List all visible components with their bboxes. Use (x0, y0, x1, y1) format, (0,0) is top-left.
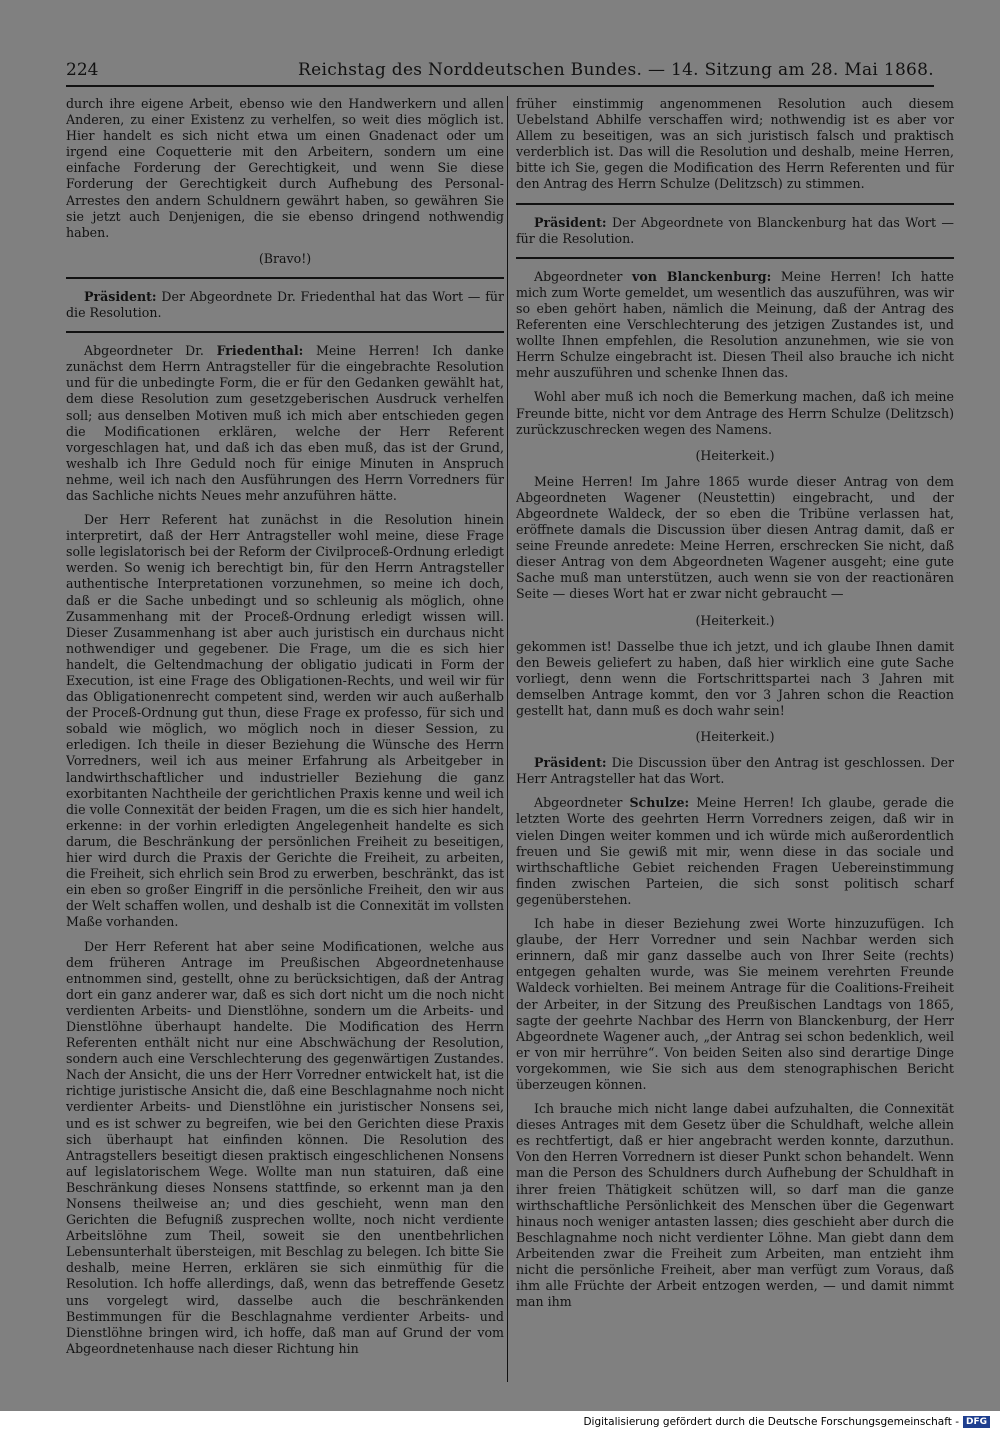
interjection: (Bravo!) (258, 250, 312, 266)
footer-credit (0, 1411, 1000, 1432)
speech-text: Meine Herren! Ich glaube, gerade die letzten Worte des geehrten Herrn Vorredners zeigen, daß wir in vielen Dingen weiter kommen und ich würde mich außerordentlich freuen und Sie gewiß mit mir, wenn diese in das sociale und wirthschaftliche Gebiet reichenden Fragen Uebereinstimmung finden zwischen Parteien, die sich sonst politisch scharf gegenüberstehen. (516, 795, 954, 907)
paragraph: früher einstimmig angenommenen Resolution auch diesem Uebelstand Abhilfe verschaffen wird; nothwendig ist es aber vor Allem zu beseitigen, was an sich juristisch falsch und praktisch verderblich ist. Das will die Resolution und deshalb, meine Herren, bitte ich Sie, gegen die Modification des Herrn Referenten und für den Antrag des Herrn Schulze (Delitzsch) zu stimmen. (516, 96, 954, 192)
speech-text: Meine Herren! Ich danke zunächst dem Herrn Antragsteller für die eingebrachte Resolution und für die unbedingte Form, die er für den Gedanken gewählt hat, dem diese Resolution zum gesetzgeberischen Ausdruck verhelfen soll; aus denselben Motiven muß ich mich aber entschieden gegen die Modificationen erklären, welche der Herr Referent vorgeschlagen hat, und daß ich das eben muß, das ist der Grund, weshalb ich Ihre Geduld noch für einige Minuten in Anspruch nehme, weil ich nach den Ausführungen des Herrn Vorredners für das Sachliche nichts Neues mehr anzuführen hätte. (66, 343, 504, 503)
speaker-name: Schulze: (629, 795, 690, 811)
page-header (66, 60, 934, 84)
section-separator (66, 331, 504, 333)
paragraph (66, 289, 504, 321)
dfg-logo: DFG (963, 1416, 990, 1428)
header-rule (66, 85, 934, 87)
page-title: Reichstag des Norddeutschen Bundes. — 14. Sitzung am 28. Mai 1868. (298, 60, 934, 80)
interjection: (Heiterkeit.) (695, 612, 775, 628)
speaker-intro: Abgeordneter (534, 795, 630, 811)
paragraph (66, 343, 504, 504)
speaker-name: Präsident: (534, 214, 607, 230)
section-separator (66, 277, 504, 279)
paragraph (516, 795, 954, 908)
paragraph: Der Herr Referent hat zunächst in die Resolution hinein interpretirt, daß der Herr Antragsteller wohl meine, diese Frage solle legislatorisch bei der Reform der Civilproceß-Ordnung erledigt werden. So wenig ich berechtigt bin, für den Herrn Antragsteller authentische Interpretationen vorzunehmen, so meine ich doch, daß er die Sache unbedingt und so schleunig als möglich, ohne Zusammenhang mit der Proceß-Ordnung erledigt wissen will. Dieser Zusammenhang ist aber auch juristisch ein durchaus nicht nothwendiger und gegebener. Die Frage, um die es sich hier handelt, die Geltendmachung der obligatio judicati in Form der Execution, ist eine Frage des Obligationen-Rechts, und weil wir für das Obligationenrecht competent sind, werden wir auch außerhalb der Proceß-Ordnung gut thun, diese Frage ex professo, für sich und sobald wie möglich, wo möglich noch in dieser Session, zu erledigen. Ich theile in dieser Beziehung die Wünsche des Herrn Vorredners, weil ich aus meiner Erfahrung als Arbeitgeber in landwirthschaftlicher und industrieller Beziehung die ganz exorbitanten Nachtheile der gerichtlichen Praxis kenne und weil ich die volle Connexität der beiden Fragen, um die es sich hier handelt, erkenne: in der vorhin erledigten Angelegenheit handelte es sich darum, die Beschränkung der persönlichen Freiheit zu beseitigen, hier wird durch die Praxis der Gerichte die Freiheit, zu arbeiten, die Freiheit, sich ehrlich sein Brod zu erwerben, beschränkt, das ist ein eben so großer Eingriff in die persönliche Freiheit, den wir aus der Welt schaffen wollen, und deshalb ist die Connexität im vollsten Maße vorhanden. (66, 512, 504, 930)
interjection: (Heiterkeit.) (695, 729, 775, 745)
speaker-name: Friedenthal: (216, 343, 304, 359)
speaker-name: von Blanckenburg: (632, 268, 772, 284)
paragraph: Der Herr Referent hat aber seine Modificationen, welche aus dem früheren Antrage im Preußischen Abgeordnetenhause entnommen sind, gestellt, ohne zu berücksichtigen, daß der Antrag dort ein ganz anderer war, daß es sich dort nicht um die noch nicht verdienten Arbeits- und Dienstlöhne, sondern um die Arbeits- und Dienstlöhne überhaupt handelte. Die Modification des Herrn Referenten enthält nicht nur eine Abschwächung der Resolution, sondern auch eine Verschlechterung des gegenwärtigen Zustandes. Nach der Ansicht, die uns der Herr Vorredner entwickelt hat, ist die richtige juristische Ansicht die, daß eine Beschlagnahme noch nicht verdienter Arbeits- und Dienstlöhne ein juristischer Nonsens sei, und es ist schwer zu begreifen, wie bei den Gerichten diese Praxis sich überhaupt hat einfinden können. Die Resolution des Antragstellers beseitigt diesen praktisch eingeschlichenen Nonsens auf legislatorischem Wege. Wollte man nun statuiren, daß eine Beschränkung dieses Nonsens stattfinde, so erkennt man ja den Nonsens theilweise an; und dies geschieht, wenn man den Gerichten die Befugniß zusprechen wollte, noch nicht verdiente Arbeitslöhne zum Theil, soweit sie den unentbehrlichen Lebensunterhalt übersteigen, mit Beschlag zu belegen. Ich bitte Sie deshalb, meine Herren, erklären sie sich einmüthig für die Resolution. Ich hoffe allerdings, daß, wenn das betreffende Gesetz uns vorgelegt wird, dasselbe auch die beschränkenden Bestimmungen für die Beschlagnahme verdienter Arbeits- und Dienstlöhne bringen wird, ich hoffe, daß man auf Grund der vom Abgeordnetenhause nach dieser Richtung hin (66, 938, 504, 1356)
speaker-name: Präsident: (84, 288, 157, 304)
paragraph: Ich brauche mich nicht lange dabei aufzuhalten, die Connexität dieses Antrages mit dem Gesetz über die Schuldhaft, welche allein es rechtfertigt, daß er hier angebracht werden konnte, darzuthun. Von den Herren Vorrednern ist dieser Punkt schon behandelt. Wenn man die Person des Schuldners durch Aufhebung der Schuldhaft in ihrer freien Thätigkeit schützen will, so darf man die ganze wirthschaftliche Persönlichkeit des Menschen über die Gegenwart hinaus noch weniger antasten lassen; dies geschieht aber durch die Beschlagnahme noch nicht verdienter Löhne. Man giebt dann dem Arbeitenden zwar die Freiheit zum Arbeiten, man entzieht ihm nicht die persönliche Freiheit, aber man verfügt zum Voraus, daß ihm alle Früchte der Arbeit entzogen werden, — und damit nimmt man ihm (516, 1101, 954, 1310)
right-column (516, 96, 954, 1382)
interjection: (Heiterkeit.) (695, 447, 775, 463)
column-divider (507, 96, 508, 1382)
speech-text: Meine Herren! Ich hatte mich zum Worte gemeldet, um wesentlich das auszuführen, was wir so eben gehört haben, nämlich die Meinung, daß der Antrag des Referenten eine Verschlechterung des jetzigen Zustandes ist, und wollte Ihnen empfehlen, die Resolution anzunehmen, wie sie von Herrn Schulze eingebracht ist. Diesen Theil also brauche ich nicht mehr auszuführen und schenke Ihnen das. (516, 268, 954, 381)
paragraph (516, 215, 954, 247)
paragraph (516, 269, 954, 382)
speech-text: Die Discussion über den Antrag ist geschlossen. Der Herr Antragsteller hat das Wort. (516, 755, 954, 787)
paragraph: durch ihre eigene Arbeit, ebenso wie den Handwerkern und allen Anderen, zu einer Existenz zu verhelfen, so weit dies möglich ist. Hier handelt es sich nicht etwa um einen Gnadenact oder um irgend eine Coquetterie mit den Arbeitern, sondern um eine einfache Forderung der Gerechtigkeit, und wenn Sie diese Forderung der Gerechtigkeit durch Aufhebung des Personal-Arrestes den andern Schuldnern gewährt haben, so gewähren Sie sie jetzt auch Denjenigen, die sie ebenso dringend nothwendig haben. (66, 96, 504, 240)
speaker-intro: Abgeordneter (534, 268, 633, 284)
paragraph: gekommen ist! Dasselbe thue ich jetzt, und ich glaube Ihnen damit den Beweis geliefert zu haben, daß hier wirklich eine gute Sache vorliegt, denn wenn die Fortschrittspartei nach 3 Jahren mit demselben Antrage kommt, den vor 3 Jahren schon die Reaction gestellt hat, dann muß es doch wahr sein! (516, 638, 954, 718)
paragraph (516, 755, 954, 787)
paragraph: Meine Herren! Im Jahre 1865 wurde dieser Antrag von dem Abgeordneten Wagener (Neustettin) eingebracht, und der Abgeordnete Waldeck, der so eben die Tribüne verlassen hat, eröffnete damals die Discussion über diesen Antrag damit, daß er seine Freunde anredete: Meine Herren, erschrecken Sie nicht, daß dieser Antrag von dem Abgeordneten Wagener ausgeht; eine gute Sache muß man unterstützen, auch wenn sie von der reactionären Seite — dieses Wort hat er zwar nicht gebraucht — (516, 473, 954, 602)
paragraph: Wohl aber muß ich noch die Bemerkung machen, daß ich meine Freunde bitte, nicht vor dem Antrage des Herrn Schulze (Delitzsch) zurückzuschrecken wegen des Namens. (516, 389, 954, 437)
speaker-intro: Abgeordneter Dr. (84, 343, 217, 359)
speech-text: Der Abgeordnete von Blanckenburg hat das Wort — für die Resolution. (516, 214, 954, 246)
section-separator (516, 203, 954, 205)
page-number: 224 (66, 60, 99, 80)
left-column (66, 96, 504, 1382)
section-separator (516, 257, 954, 259)
paragraph: Ich habe in dieser Beziehung zwei Worte hinzuzufügen. Ich glaube, der Herr Vorredner und sein Nachbar werden sich erinnern, daß mir ganz dasselbe auch von Ihrer Seite (rechts) entgegen gehalten wurde, was Sie meinem verehrten Freunde Waldeck vorhielten. Bei meinem Antrage für die Coalitions-Freiheit der Arbeiter, in der Sitzung des Preußischen Landtags von 1865, sagte der geehrte Nachbar des Herrn von Blanckenburg, der Herr Abgeordnete Wagener auch, „der Antrag sei schon bedenklich, weil er von mir herrühre“. Von beiden Seiten also sind derartige Dinge vorgekommen, wie Sie sich aus dem stenographischen Bericht überzeugen können. (516, 916, 954, 1092)
credit-text: Digitalisierung gefördert durch die Deutsche Forschungsgemeinschaft - (583, 1415, 959, 1428)
speaker-name: Präsident: (534, 755, 607, 771)
speech-text: Der Abgeordnete Dr. Friedenthal hat das Wort — für die Resolution. (66, 288, 504, 321)
